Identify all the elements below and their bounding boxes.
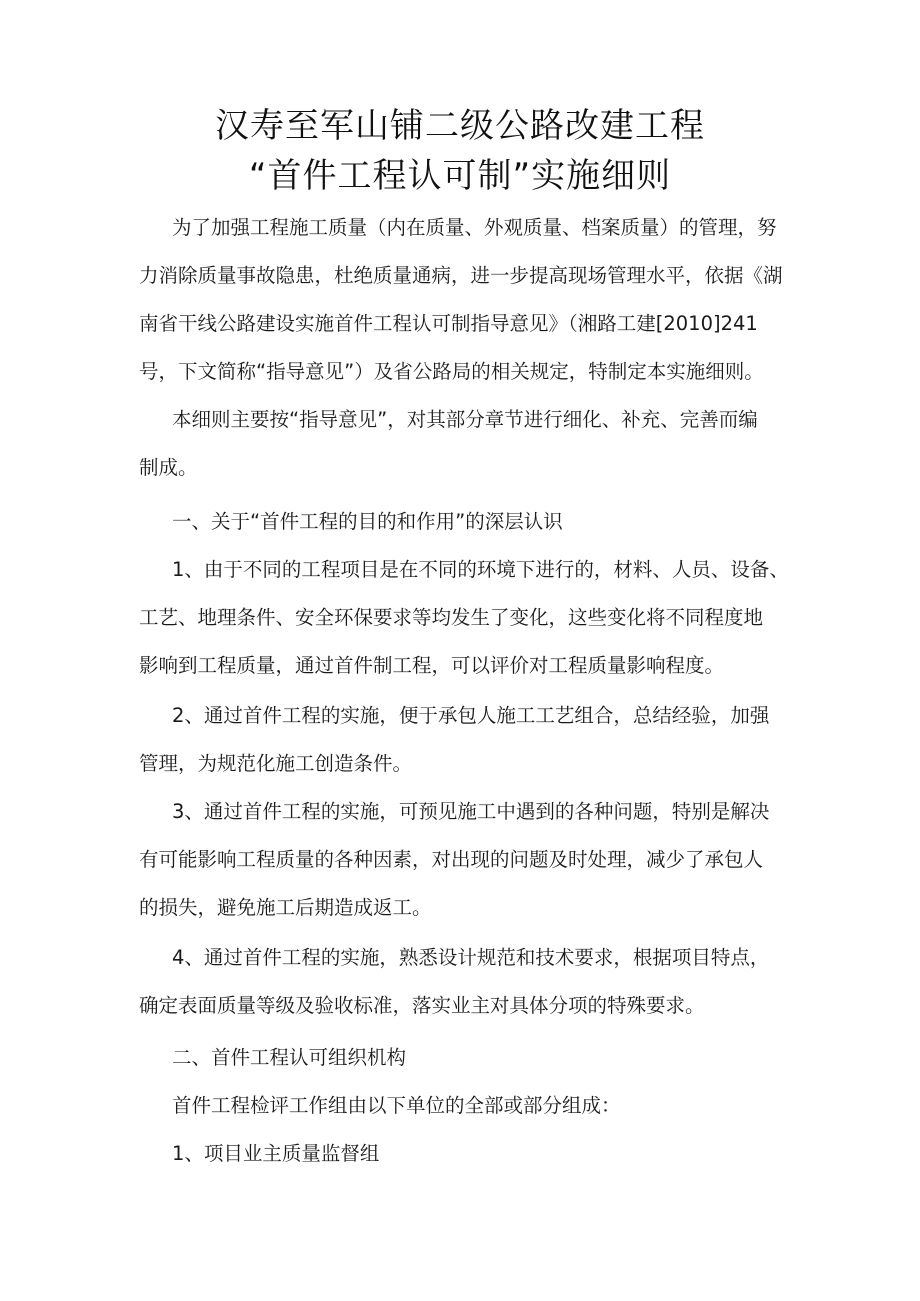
intro-line-1: 为了加强工程施工质量（内在质量、外观质量、档案质量）的管理，努 bbox=[172, 216, 777, 239]
intro-line-4: 号，下文简称“指导意见”）及省公路局的相关规定，特制定本实施细则。 bbox=[139, 360, 764, 383]
item-3-line-2: 有可能影响工程质量的各种因素，对出现的问题及时处理，减少了承包人 bbox=[139, 848, 764, 871]
item-2-line-1: 2、通过首件工程的实施，便于承包人施工工艺组合，总结经验，加强 bbox=[172, 704, 770, 727]
intro-line-3: 南省干线公路建设实施首件工程认可制指导意见》（湘路工建[2010]241 bbox=[139, 312, 758, 335]
document-title-line-2: “首件工程认可制”实施细则 bbox=[248, 156, 672, 196]
item-1-line-3: 影响到工程质量，通过首件制工程，可以评价对工程质量影响程度。 bbox=[139, 654, 725, 677]
scope-line-1: 本细则主要按“指导意见”，对其部分章节进行细化、补充、完善而编 bbox=[172, 408, 758, 431]
section-heading-2: 二、首件工程认可组织机构 bbox=[172, 1046, 407, 1069]
intro-line-2: 力消除质量事故隐患，杜绝质量通病，进一步提高现场管理水平，依据《湖 bbox=[139, 264, 783, 287]
item-3-line-1: 3、通过首件工程的实施，可预见施工中遇到的各种问题，特别是解决 bbox=[172, 800, 770, 823]
item-2-line-2: 管理，为规范化施工创造条件。 bbox=[139, 752, 413, 775]
item-1-line-1: 1、由于不同的工程项目是在不同的环境下进行的，材料、人员、设备、 bbox=[172, 558, 789, 581]
org-intro-line: 首件工程检评工作组由以下单位的全部或部分组成： bbox=[172, 1094, 621, 1117]
section-heading-1: 一、关于“首件工程的目的和作用”的深层认识 bbox=[172, 510, 563, 533]
document-title-line-1: 汉寿至军山铺二级公路改建工程 bbox=[215, 106, 705, 146]
item-4-line-1: 4、通过首件工程的实施，熟悉设计规范和技术要求，根据项目特点， bbox=[172, 946, 770, 969]
org-item-1-line: 1、项目业主质量监督组 bbox=[172, 1142, 380, 1165]
item-4-line-2: 确定表面质量等级及验收标准，落实业主对具体分项的特殊要求。 bbox=[139, 994, 705, 1017]
item-3-line-3: 的损失，避免施工后期造成返工。 bbox=[139, 896, 432, 919]
scope-line-2: 制成。 bbox=[139, 456, 198, 479]
item-1-line-2: 工艺、地理条件、安全环保要求等均发生了变化，这些变化将不同程度地 bbox=[139, 606, 764, 629]
